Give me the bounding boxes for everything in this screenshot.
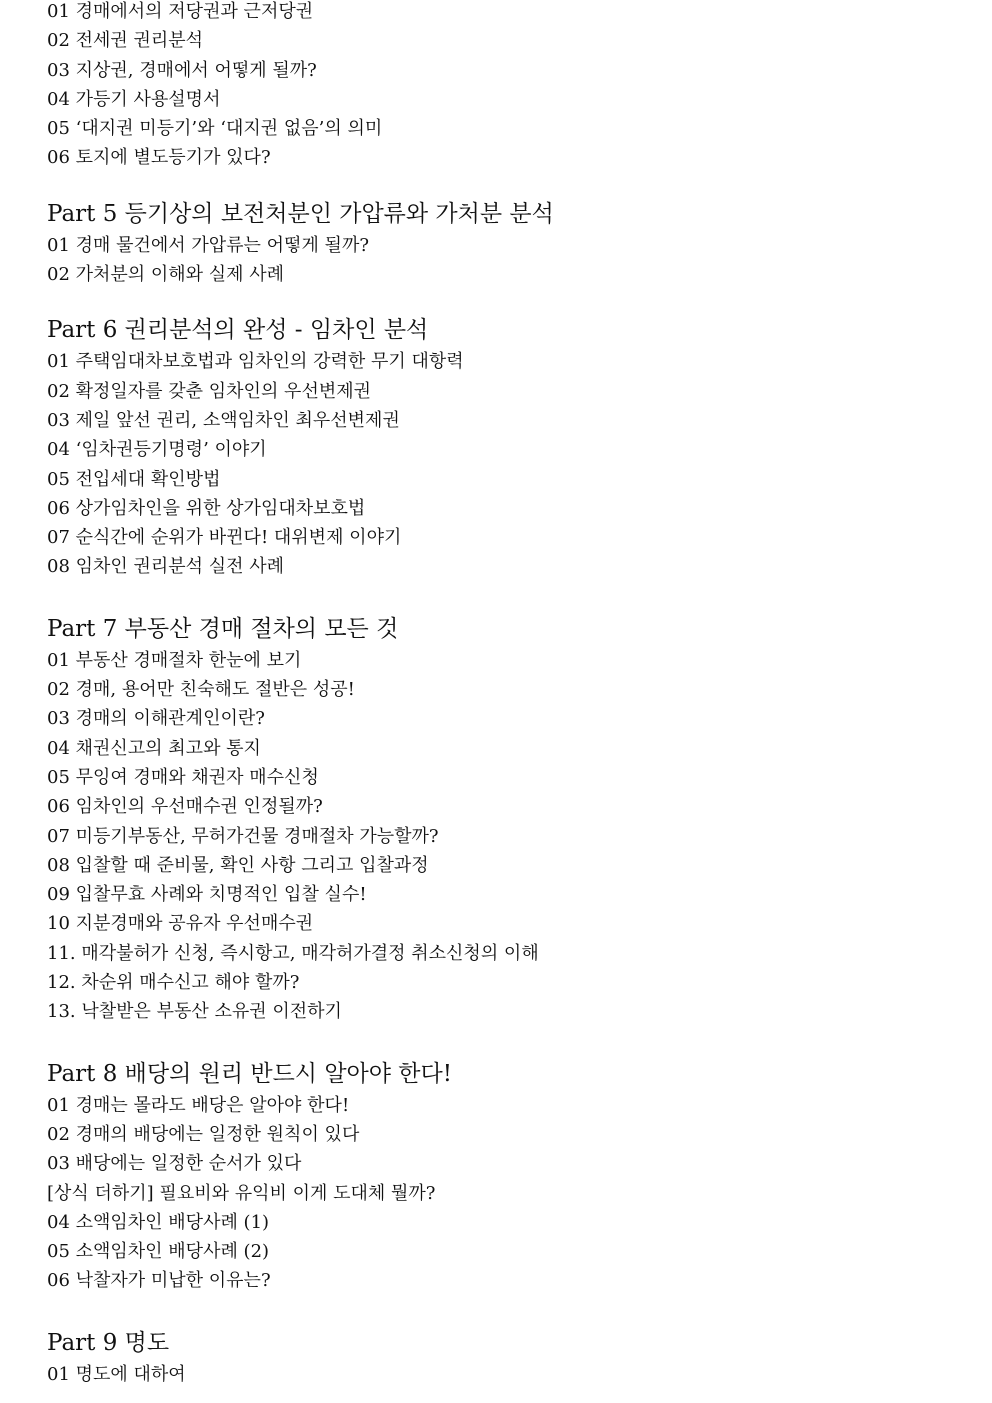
list-item: 02 가처분의 이해와 실제 사례 [47, 264, 285, 286]
list-item: 03 경매의 이해관계인이란? [47, 708, 265, 730]
item-list [47, 1360, 967, 1389]
item-list [47, 0, 967, 173]
table-of-contents [47, 0, 967, 1389]
list-item: 08 입찰할 때 준비물, 확인 사항 그리고 입찰과정 [47, 854, 429, 876]
item-list [47, 646, 967, 1027]
section-spacer [47, 173, 967, 197]
part-title: Part 5 등기상의 보전처분인 가압류와 가처분 분석 [47, 200, 554, 227]
part-title: Part 7 부동산 경매 절차의 모든 것 [47, 615, 399, 642]
item-list [47, 347, 967, 581]
list-item: 01 주택임대차보호법과 임차인의 강력한 무기 대항력 [47, 351, 464, 373]
list-item: 08 임차인 권리분석 실전 사례 [47, 556, 285, 578]
section-part-6 [47, 313, 967, 581]
list-item: 02 확정일자를 갖춘 임차인의 우선변제권 [47, 380, 371, 402]
section-spacer [47, 1027, 967, 1057]
section-spacer [47, 1296, 967, 1326]
list-item: 05 전입세대 확인방법 [47, 468, 221, 490]
section-part-7 [47, 612, 967, 1027]
list-item: 11. 매각불허가 신청, 즉시항고, 매각허가결정 취소신청의 이해 [47, 942, 539, 964]
list-item: 02 전세권 권리분석 [47, 30, 204, 52]
list-item: 02 경매의 배당에는 일정한 원칙이 있다 [47, 1123, 360, 1145]
list-item: 12. 차순위 매수신고 해야 할까? [47, 972, 300, 994]
list-item: 03 배당에는 일정한 순서가 있다 [47, 1153, 302, 1175]
list-item: 06 임차인의 우선매수권 인정될까? [47, 796, 323, 818]
list-item: 04 ‘임차권등기명령’ 이야기 [47, 439, 267, 461]
list-item: 04 가등기 사용설명서 [47, 88, 221, 110]
list-item: 03 지상권, 경매에서 어떻게 될까? [47, 59, 317, 81]
part-title: Part 6 권리분석의 완성 - 임차인 분석 [47, 317, 429, 344]
list-item: 04 채권신고의 최고와 통지 [47, 737, 261, 759]
list-item: 13. 낙찰받은 부동산 소유권 이전하기 [47, 1001, 342, 1023]
list-item: 05 무잉여 경매와 채권자 매수신청 [47, 766, 319, 788]
list-item: 07 미등기부동산, 무허가건물 경매절차 가능할까? [47, 825, 439, 847]
list-item: 01 명도에 대하여 [47, 1363, 186, 1385]
part-title: Part 8 배당의 원리 반드시 알아야 한다! [47, 1060, 452, 1087]
section-part-5 [47, 197, 967, 290]
list-item: 06 낙찰자가 미납한 이유는? [47, 1270, 271, 1292]
section-spacer [47, 582, 967, 612]
section-spacer [47, 289, 967, 313]
list-item: 09 입찰무효 사례와 치명적인 입찰 실수! [47, 884, 367, 906]
list-item: [상식 더하기] 필요비와 유익비 이게 도대체 뭘까? [47, 1182, 436, 1204]
list-item: 10 지분경매와 공유자 우선매수권 [47, 913, 314, 935]
list-item: 06 상가임차인을 위한 상가임대차보호법 [47, 497, 366, 519]
list-item: 02 경매, 용어만 친숙해도 절반은 성공! [47, 679, 355, 701]
list-item: 03 제일 앞선 권리, 소액임차인 최우선변제권 [47, 409, 400, 431]
section-part-9 [47, 1326, 967, 1389]
list-item: 01 부동산 경매절차 한눈에 보기 [47, 649, 302, 671]
section-part-4-continued [47, 0, 967, 173]
list-item: 01 경매에서의 저당권과 근저당권 [47, 1, 314, 22]
list-item: 05 소액임차인 배당사례 (2) [47, 1241, 270, 1263]
list-item: 05 ‘대지권 미등기’와 ‘대지권 없음’의 의미 [47, 118, 383, 140]
list-item: 01 경매는 몰라도 배당은 알아야 한다! [47, 1094, 350, 1116]
list-item: 04 소액임차인 배당사례 (1) [47, 1211, 270, 1233]
list-item: 07 순식간에 순위가 바뀐다! 대위변제 이야기 [47, 527, 402, 549]
item-list [47, 231, 967, 290]
section-part-8 [47, 1057, 967, 1296]
item-list [47, 1091, 967, 1296]
part-title: Part 9 명도 [47, 1329, 170, 1356]
list-item: 01 경매 물건에서 가압류는 어떻게 될까? [47, 234, 369, 256]
list-item: 06 토지에 별도등기가 있다? [47, 147, 271, 169]
